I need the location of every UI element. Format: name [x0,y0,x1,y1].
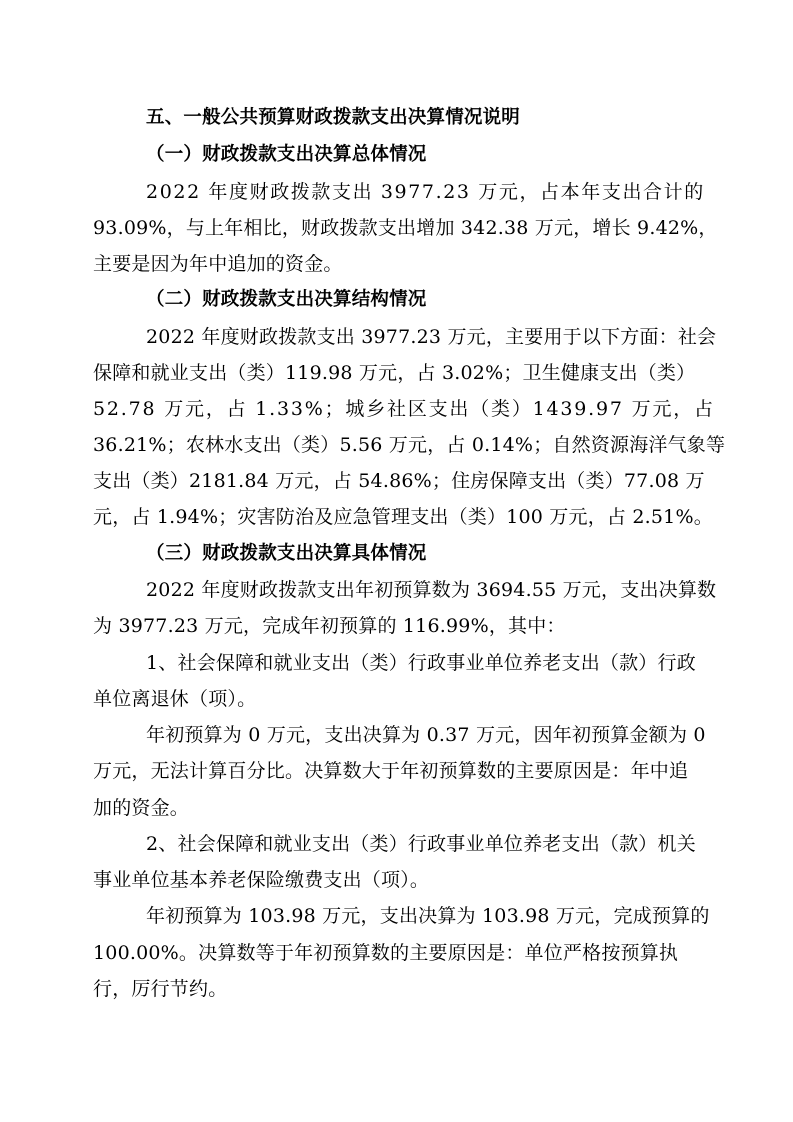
paragraph-line: 单位离退休（项）。 [93,688,257,710]
paragraph-line: 2022 年度财政拨款支出 3977.23 万元，占本年支出合计的 [146,181,705,203]
paragraph-line: 为 3977.23 万元，完成年初预算的 116.99%，其中： [93,615,566,637]
paragraph-line: 2022 年度财政拨款支出 3977.23 万元，主要用于以下方面：社会 [146,326,717,348]
paragraph-line: 2022 年度财政拨款支出年初预算数为 3694.55 万元，支出决算数 [146,579,717,601]
subsection-heading-3: （三）财政拨款支出决算具体情况 [146,543,427,564]
paragraph-line: 行，厉行节约。 [93,978,228,1000]
subsection-heading-2: （二）财政拨款支出决算结构情况 [146,289,427,310]
paragraph-line: 主要是因为年中追加的资金。 [93,253,343,275]
paragraph-line: 100.00%。决算数等于年初预算数的主要原因是：单位严格按预算执 [93,942,679,964]
paragraph-line: 事业单位基本养老保险缴费支出（项）。 [93,869,430,891]
paragraph-line: 年初预算为 0 万元，支出决算为 0.37 万元，因年初预算金额为 0 [146,724,706,746]
paragraph-line: 年初预算为 103.98 万元，支出决算为 103.98 万元，完成预算的 [146,905,710,927]
paragraph-line: 万元，无法计算百分比。决算数大于年初预算数的主要原因是：年中追 [93,760,689,782]
paragraph-line: 保障和就业支出（类）119.98 万元，占 3.02%；卫生健康支出（类） [93,362,696,384]
paragraph-line: 2、社会保障和就业支出（类）行政事业单位养老支出（款）机关 [146,833,696,855]
paragraph-line: 加的资金。 [93,797,190,819]
paragraph-line: 93.09%，与上年相比，财政拨款支出增加 342.38 万元，增长 9.42%， [93,217,718,239]
paragraph-line: 36.21%；农林水支出（类）5.56 万元，占 0.14%；自然资源海洋气象等 [93,434,726,456]
subsection-heading-1: （一）财政拨款支出决算总体情况 [146,144,427,165]
paragraph-line: 1、社会保障和就业支出（类）行政事业单位养老支出（款）行政 [146,652,696,674]
paragraph-line: 支出（类）2181.84 万元，占 54.86%；住房保障支出（类）77.08 万 [93,470,705,492]
paragraph-line: 元，占 1.94%；灾害防治及应急管理支出（类）100 万元，占 2.51%。 [93,506,713,528]
paragraph-line: 52.78 万元，占 1.33%；城乡社区支出（类）1439.97 万元，占 [93,398,715,420]
section-title: 五、一般公共预算财政拨款支出决算情况说明 [146,107,521,128]
